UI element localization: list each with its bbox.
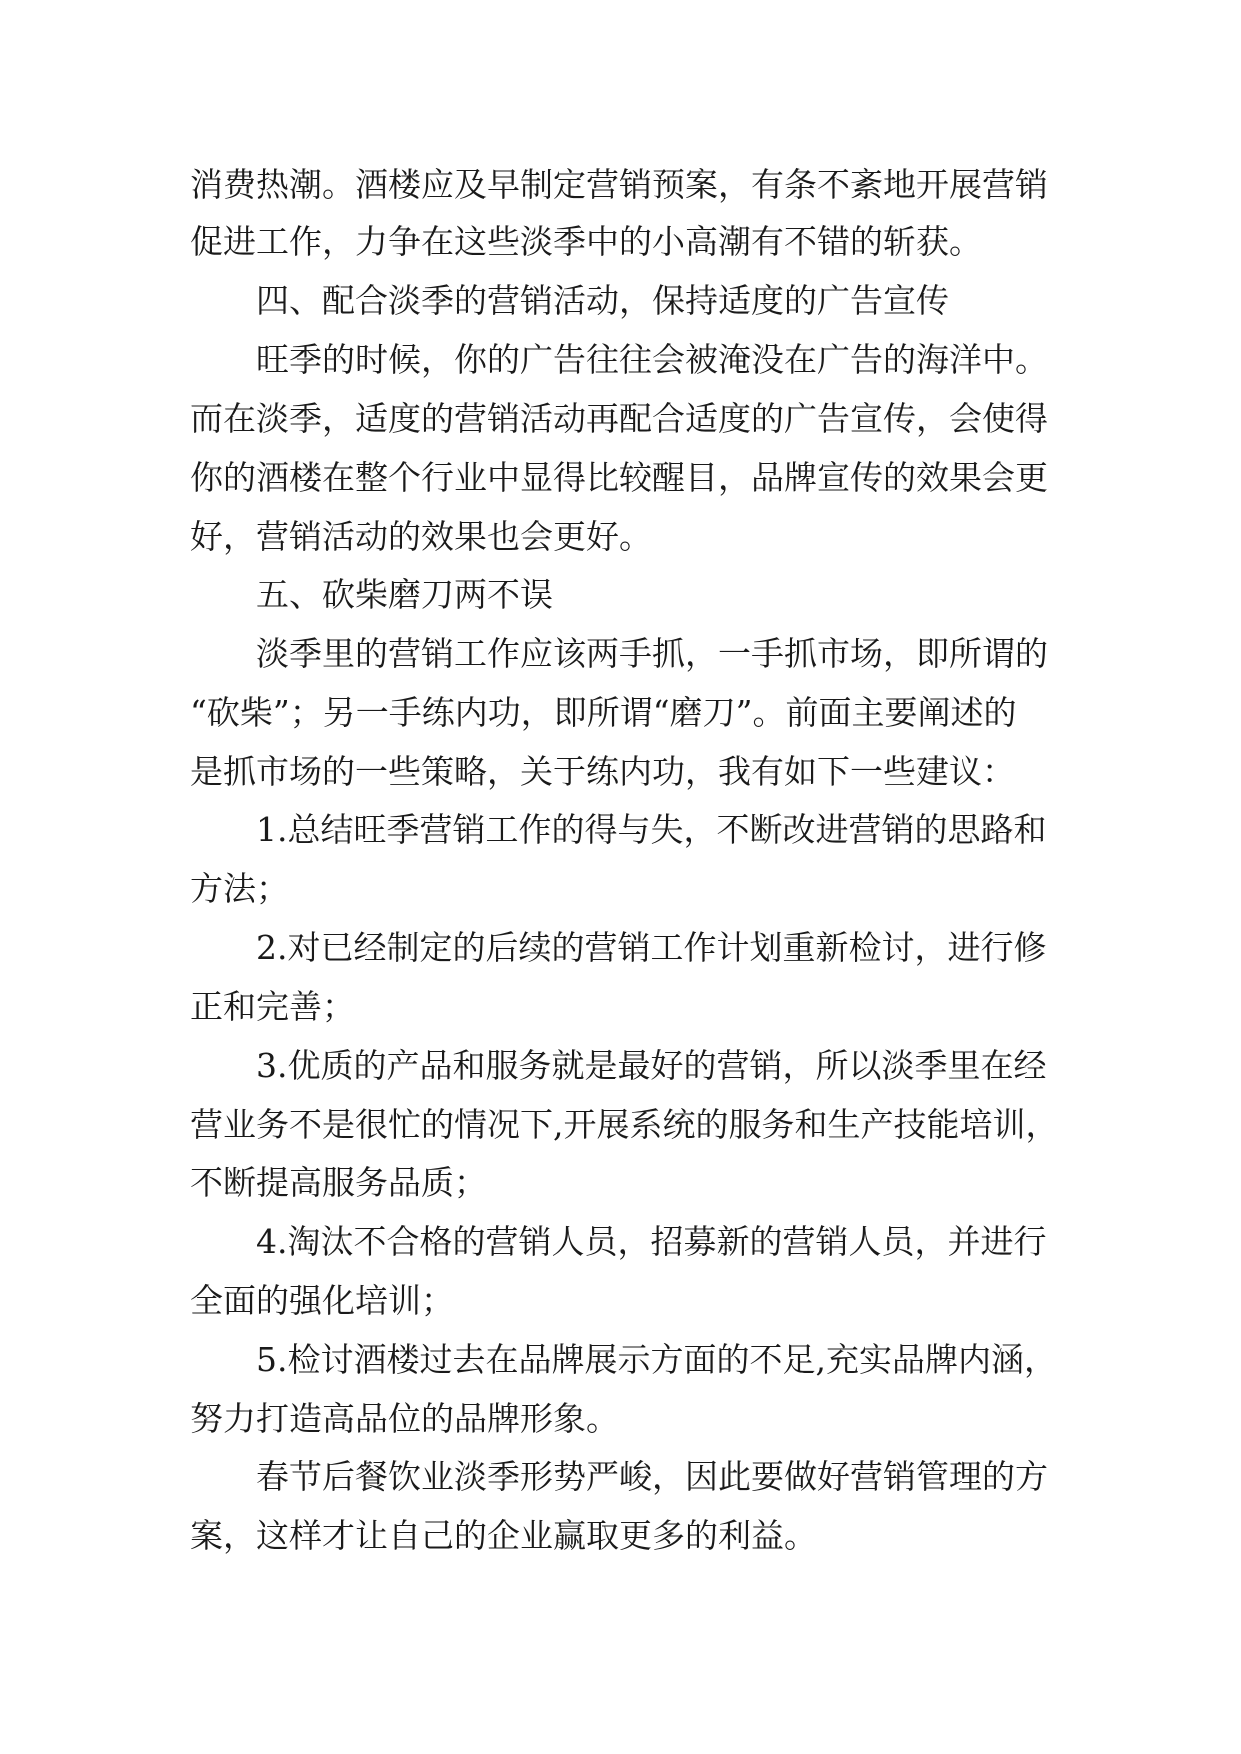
- paragraph-line: 案，这样才让自己的企业赢取更多的利益。: [190, 1516, 817, 1555]
- list-item-line: 正和完善；: [190, 987, 355, 1026]
- list-item-line: 不断提高服务品质；: [190, 1163, 487, 1202]
- list-item-line: 5.检讨酒楼过去在品牌展示方面的不足,充实品牌内涵，: [256, 1340, 1057, 1379]
- paragraph-line: 促进工作，力争在这些淡季中的小高潮有不错的斩获。: [190, 222, 982, 261]
- list-item-line: 方法；: [190, 869, 289, 908]
- list-item-line: 4.淘汰不合格的营销人员，招募新的营销人员，并进行: [256, 1222, 1047, 1261]
- list-item-line: 3.优质的产品和服务就是最好的营销，所以淡季里在经: [256, 1046, 1047, 1085]
- list-item-line: 1.总结旺季营销工作的得与失，不断改进营销的思路和: [256, 810, 1047, 849]
- section-heading: 四、配合淡季的营销活动，保持适度的广告宣传: [256, 281, 949, 320]
- list-item-line: 2.对已经制定的后续的营销工作计划重新检讨，进行修: [256, 928, 1047, 967]
- paragraph-line: 春节后餐饮业淡季形势严峻，因此要做好营销管理的方: [256, 1457, 1048, 1496]
- paragraph-line: 而在淡季，适度的营销活动再配合适度的广告宣传，会使得: [190, 399, 1048, 438]
- paragraph-line: 消费热潮。酒楼应及早制定营销预案，有条不紊地开展营销: [190, 165, 1048, 204]
- paragraph-line: 是抓市场的一些策略，关于练内功，我有如下一些建议：: [190, 752, 1015, 791]
- section-heading: 五、砍柴磨刀两不误: [256, 575, 553, 614]
- list-item-line: 努力打造高品位的品牌形象。: [190, 1399, 619, 1438]
- list-item-line: 全面的强化培训；: [190, 1281, 454, 1320]
- paragraph-line: 好，营销活动的效果也会更好。: [190, 517, 652, 556]
- paragraph-line: 旺季的时候，你的广告往往会被淹没在广告的海洋中。: [256, 340, 1048, 379]
- list-item-line: 营业务不是很忙的情况下,开展系统的服务和生产技能培训，: [190, 1105, 1059, 1144]
- paragraph-line: 你的酒楼在整个行业中显得比较醒目，品牌宣传的效果会更: [190, 458, 1048, 497]
- paragraph-line: “砍柴”；另一手练内功，即所谓“磨刀”。前面主要阐述的: [190, 693, 1017, 732]
- paragraph-line: 淡季里的营销工作应该两手抓，一手抓市场，即所谓的: [256, 634, 1048, 673]
